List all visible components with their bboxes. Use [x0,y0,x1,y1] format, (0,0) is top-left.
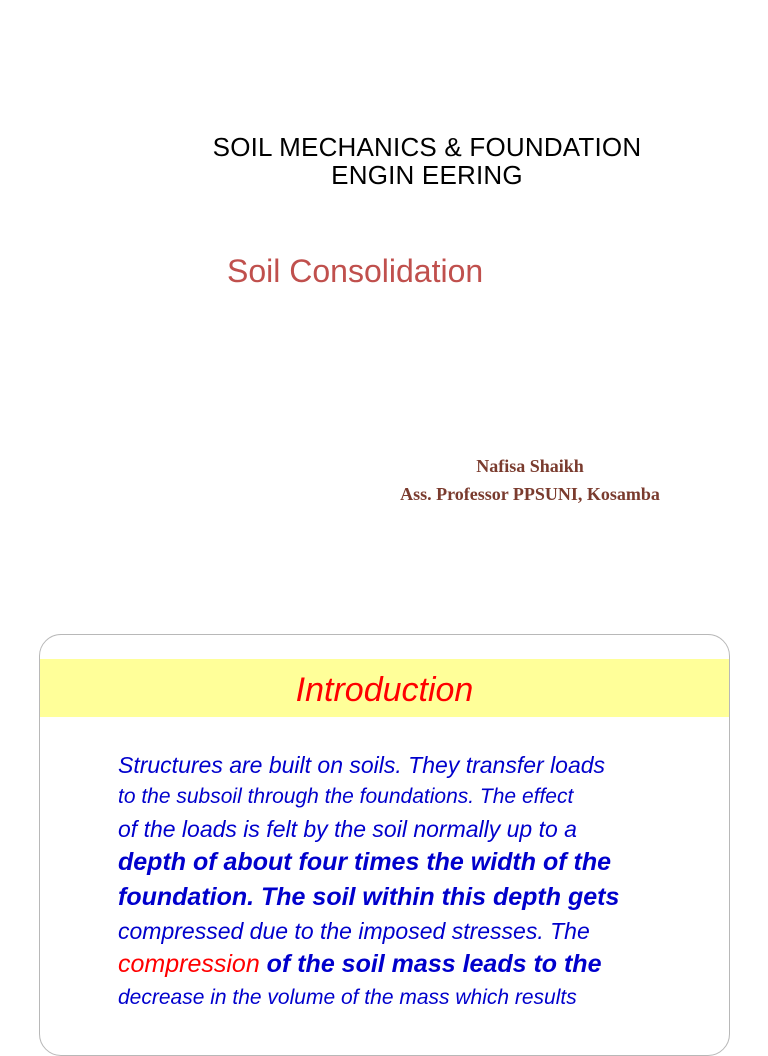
author-block [300,452,760,508]
highlight-term: compression [118,950,260,978]
course-title [0,133,768,189]
body-line: Structures are built on soils. They transfer loads [118,752,606,778]
body-line: of the loads is felt by the soil normally up to a [118,816,577,842]
slide-body [118,749,718,1014]
slide-heading: Introduction [295,671,474,709]
author-title: Ass. Professor PPSUNI, Kosamba [400,484,660,504]
course-title-line-1: SOIL MECHANICS & FOUNDATION [212,132,642,162]
author-name: Nafisa Shaikh [476,456,584,476]
body-line: compressed due to the imposed stresses. The [118,918,590,944]
topic-title: Soil Consolidation [227,253,484,289]
body-line: decrease in the volume of the mass which results [118,986,577,1009]
body-line: foundation. The soil within this depth gets [118,883,620,911]
body-line [118,947,718,982]
body-line: depth of about four times the width of the [118,848,612,876]
introduction-slide [39,634,730,1056]
body-line-rest: of the soil mass leads to the [259,950,602,978]
body-line: to the subsoil through the foundations. The effect [118,785,574,808]
course-title-line-2: ENGIN EERING [331,160,523,190]
